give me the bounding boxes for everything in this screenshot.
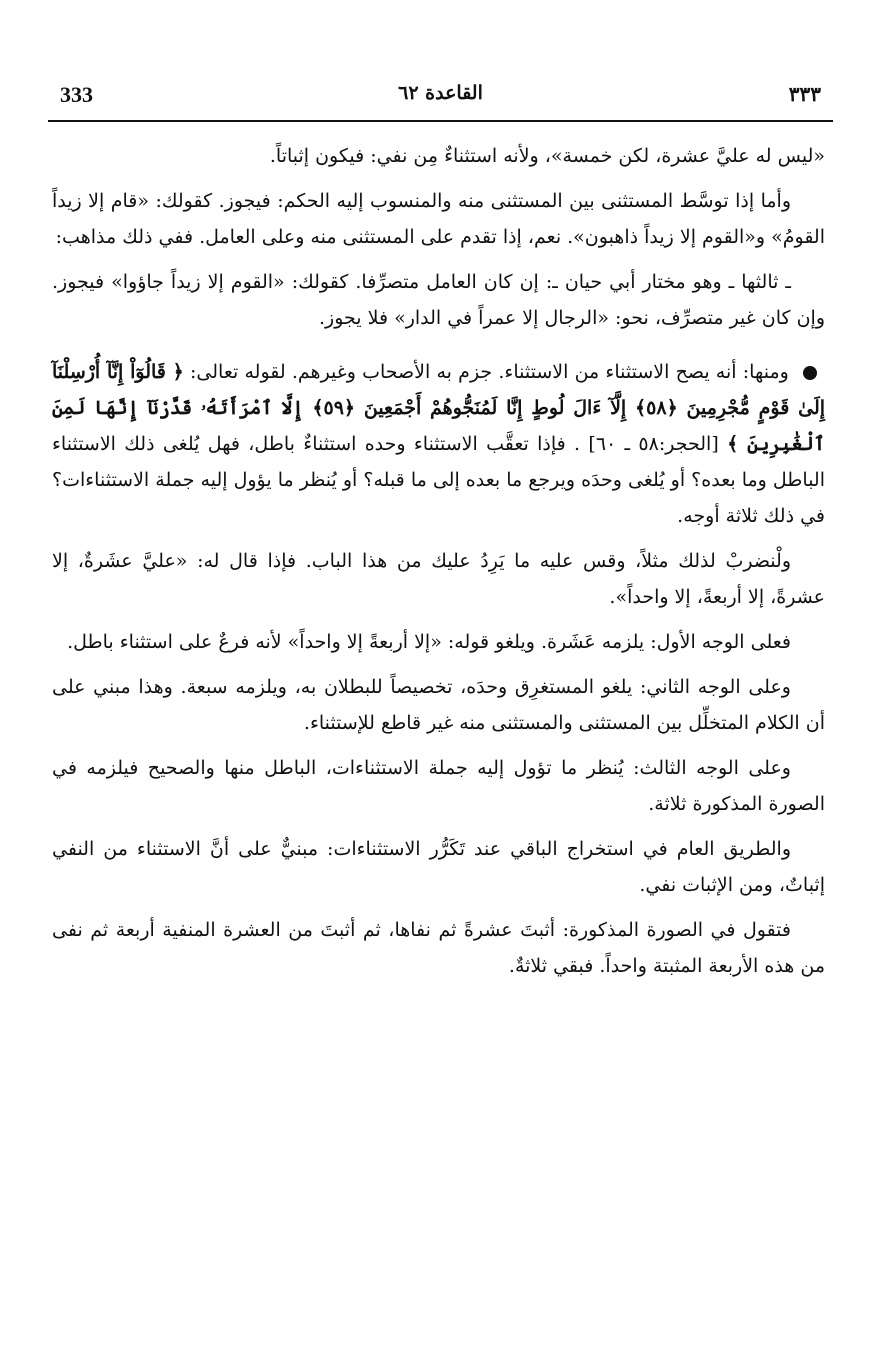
quran-verse: ﴿ قَالُوٓاْ إِنَّآ أُرْسِلْنَآ إِلَىٰ قَوْمٍ مُّجْرِمِينَ ﴿٥٨﴾ إِلَّآ ءَالَ لُوطٍ إِنَّا لَمُنَجُّوهُمْ أَجْمَعِينَ ﴿٥٩﴾ إِلَّا ٱمْرَأَتَهُۥ قَدَّرْنَآ إِنَّهَا لَمِنَ ٱلْغَٰبِرِينَ ﴾ xyxy=(52,361,826,455)
page-body xyxy=(52,138,825,993)
paragraph-2: وأما إذا توسَّط المستثنى بين المستثنى منه والمنسوب إليه الحكم: فيجوز. كقولك: «قام إلا زيداً القومُ» و«القوم إلا زيداً ذاهبون». نعم، إذا تقدم على المستثنى منه وعلى العامل. ففي ذلك مذاهب: xyxy=(52,190,825,248)
paragraph-second-view: وعلى الوجه الثاني: يلغو المستغرِق وحدَه، تخصيصاً للبطلان به، ويلزمه سبعة. وهذا مبني على أن الكلام المتخلِّل بين المستثنى والمستثنى منه غير قاطع للإستثناء. xyxy=(52,676,825,734)
bullet-rest: [الحجر:٥٨ ـ ٦٠] . فإذا تعقَّب الاستثناء وحده استثناءٌ باطل، فهل يُلغى ذلك الاستثناء الباطل وما بعده؟ أو يُلغى وحدَه ويرجع ما بعده إلى ما قبله؟ أو يُنظر ما يؤول إليه جملة الاستثناءات؟ في ذلك ثلاثة أوجه. xyxy=(52,433,825,527)
page-header xyxy=(48,78,833,122)
paragraph-conclusion: فتقول في الصورة المذكورة: أثبتَ عشرةً ثم نفاها، ثم أثبتَ من العشرة المنفية أربعة ثم نفى من هذه الأربعة المثبتة واحداً. فبقي ثلاثةٌ. xyxy=(52,919,825,977)
running-title: القاعدة ٦٢ xyxy=(398,82,483,104)
bullet-intro: ومنها: أنه يصح الاستثناء من الاستثناء. جزم به الأصحاب وغيرهم. لقوله تعالى: xyxy=(190,361,789,383)
paragraph-1: «ليس له عليَّ عشرة، لكن خمسة»، ولأنه استثناءٌ مِن نفي: فيكون إثباتاً. xyxy=(269,145,825,167)
page-number-arabic: ٣٣٣ xyxy=(788,82,821,106)
paragraph-example: ولْنضربْ لذلك مثلاً، وقس عليه ما يَرِدُ عليك من هذا الباب. فإذا قال له: «عليَّ عشَرةٌ، إلا عشرةً، إلا أربعةً، إلا واحداً». xyxy=(52,550,825,608)
paragraph-general-method: والطريق العام في استخراج الباقي عند تَكَرُّر الاستثناءات: مبنيٌّ على أنَّ الاستثناء من النفي إثباتٌ، ومن الإثبات نفي. xyxy=(52,838,825,896)
paragraph-3: ـ ثالثها ـ وهو مختار أبي حيان ـ: إن كان العامل متصرِّفا. كقولك: «القوم إلا زيداً جاؤوا» فيجوز. وإن كان غير متصرِّف، نحو: «الرجال إلا عمراً في الدار» فلا يجوز. xyxy=(52,271,825,329)
paragraph-bullet xyxy=(52,354,825,534)
page-number-latin: 333 xyxy=(60,82,93,107)
paragraph-third-view: وعلى الوجه الثالث: يُنظر ما تؤول إليه جملة الاستثناءات، الباطل منها والصحيح فيلزمه في الصورة المذكورة ثلاثة. xyxy=(52,757,825,815)
paragraph-first-view: فعلى الوجه الأول: يلزمه عَشَرة. ويلغو قوله: «إلا أربعةً إلا واحداً» لأنه فرعٌ على استثناء باطل. xyxy=(67,631,791,653)
bullet-icon xyxy=(803,366,817,380)
